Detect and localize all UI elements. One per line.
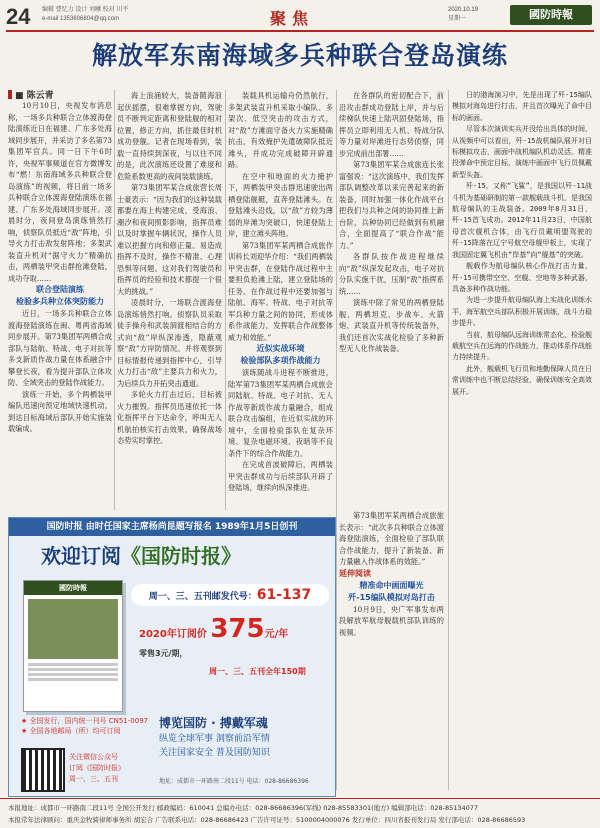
paragraph: 近日，一场多兵种联合立体渡海登陆演练在闽、粤两省海域同步展开。第73集团军两栖合成部队与陆航、特战、电子对抗等多支新质作战力量在体系融合中攀登长夜，看为提升部队立体攻防、全域突击的登陆作战能力。 xyxy=(8,309,112,387)
article-column-3 xyxy=(228,90,333,510)
qr-caption: 关注微信公众号 订阅《国防时报》 周一、三、五刊 xyxy=(69,753,125,783)
paragraph: 舰载作为航母编队核心作战打击力量，歼-15可携带空空、空舰、空地等多种武器，具备多种作战功能。 xyxy=(452,262,592,293)
paragraph: 尽管本次演训实兵并没给出具体的时间，从视频中可以看出，歼-15战机编队展开对目标模拟攻击，画面中战机编队机动灵活。精准投弹命中预定目标，演练中画面中飞行员佩戴新型头盔。 xyxy=(452,125,592,179)
postal-code-pill xyxy=(131,584,329,606)
paragraph: 当前，航母编队远海训练常态化，检验舰载航空兵在远海的作战能力，推动体系作战能力持续提升。 xyxy=(452,330,592,362)
author-name: 陈云青 xyxy=(26,91,54,101)
paragraph: 演练随战斗进程不断推进，陆军第73集团军某两栖合成旅会同陆航、特战、电子对抗、无人作战等新质作战力量融合，组成联合攻击编组，在近似实战的环境中，全面检验部队在复杂环境、复杂电磁环境、夜暗等不良条件下的综合作战能力。 xyxy=(228,368,333,458)
column-divider xyxy=(225,90,226,510)
paragraph: 多轮火力打击过后，目标被火力摧毁。指挥员迅速依托一体化指挥平台下达命令，呼叫无人机航拍核实打击效果，确保战场态势实时掌控。 xyxy=(117,390,222,445)
date-text: 2020.10.19 xyxy=(448,7,479,13)
ad-slogan: 博览国防 · 搏戴军魂 xyxy=(159,716,268,730)
retail-price: 零售3元/期， xyxy=(139,649,188,658)
editor-meta xyxy=(42,6,128,24)
pill-text: 周一、三、五刊邮发代号： xyxy=(148,592,257,602)
price-prefix: 2020年订阅价 xyxy=(139,629,207,640)
issue-count: 周一、三、五刊全年150期 xyxy=(209,667,306,676)
footer-line: 本报常年法律顾问：重庆金牧骑律师事务所 胡宏合 广告联系电话：028-86686423 广告许可证号：5100004000076 发行单位：四川省报刊发行局 发行部电话：028-86686593 xyxy=(8,816,526,824)
price-block xyxy=(139,614,288,644)
paragraph: 10月9日，央广军事发布两段解放军航母舰载机部队训练的视频。 xyxy=(339,604,444,637)
ad-paper-name: 《国防时报》 xyxy=(121,544,241,568)
byline-marker xyxy=(8,90,12,99)
paragraph: 日的渤海演习中，先是出现了歼-15编队模拟对海岛进行打击，并且首次曝光了命中目标的画面。 xyxy=(452,91,592,122)
masthead-logo: 國防時報 xyxy=(510,5,592,25)
paragraph: 第73集团军某合成旅营长周士豪表示：“因为我们的这种装载都要在海上构建完成，受海浪、潮汐和夜间照影影响，指挥员难以及时掌握车辆状况，操作人员难以把握方向和修正量。易造成指挥不及时，操作不精准、心理恐惧等问题。这对我们驾驶员和指挥员的经验和技术都提一个很大的挑战。” xyxy=(117,183,222,296)
footer-line: 本报地址：成都市一环路南二段11号 全国公开发行 邮政编码：610041 总编办电话：028-86686396(军线) 028-85583301(地方) 编辑部电话：028-85134077 xyxy=(8,804,479,812)
paragraph: 各群队按作战进程继续向“敌”纵深发起攻击，电子对抗分队实施干扰，压制“敌”指挥系统…… xyxy=(339,252,444,296)
headline: 解放军东南海域多兵种联合登岛演练 xyxy=(91,41,508,70)
paragraph: 歼-15，又称“飞鲨”，是我国以歼-11战斗机为基础研制的第一款舰载战斗机，是我国航母编队的主战装备。2009年8月31日，歼-15首飞成功。2012年11月23日，中国航母首次舰机合体，由飞行员戴明盟驾驶的歼-15降落在辽宁号航空母舰甲板上，实现了我国固定翼飞机由“岸基”向“舰基”的突破。 xyxy=(452,182,592,259)
column-divider xyxy=(114,90,115,510)
subheading: 近似实战环境 检验部队多项作战能力 xyxy=(240,344,321,365)
thumbnail-line xyxy=(28,678,118,681)
header-rule xyxy=(6,30,594,32)
ad-headline-prefix: 欢迎订阅 xyxy=(41,544,121,568)
paragraph: 在各群队的密切配合下，前沿攻击群成功登陆上岸，并与后续梯队快速上陆巩固登陆场，指挥员立即利用无人机、特战分队等力量对岸滩进行态势侦察，同步完成前出部署…… xyxy=(339,91,444,158)
postal-code: 61-137 xyxy=(256,587,312,603)
ad-verse: 纵览全球军事 洞察前沿军情 关注国家安全 普及国防知识 xyxy=(159,734,270,758)
article-column-1 xyxy=(8,100,112,510)
paragraph: 在空中和地面的火力掩护下，两栖装甲突击群迅速驶出两栖登陆舰艇，直奔登陆滩头。在登陆滩头沿线，以“敌”方较为薄弱的岸滩为突破口，快速登陆上岸，建立滩头阵地。 xyxy=(228,171,333,238)
paragraph: 演练中除了常见的两栖登陆舰、两栖坦克、步战车、火箭炮、武装直升机等传统装备外，我们还首次实战化检验了多种新型无人化作战装备。 xyxy=(339,298,444,353)
email-line: e-mail 1353606804@qq.com xyxy=(42,16,120,22)
paragraph: 第73集团军某两栖合成旅旅长表示：“此次多兵种联合立体渡海登陆演练，全面检验了部队联合作战能力，提升了新装备、新力量融入作战体系的效能。” xyxy=(339,511,444,566)
paragraph: 海上浪涌较大，装备随海浪起伏摇摆，很难掌握方向，驾驶员不断判定距离和登陆舰的相对位置，修正方向，抓住最佳时机成功登舰。记者在现场看到，装载一直持续到深夜，与以往不同的是，此次演练还设置了难度和危险系数更高的夜间装载演练。 xyxy=(117,91,222,181)
byline: ■ 陈云青 xyxy=(8,88,54,101)
distribution-info: ★ 全国发行，国内统一刊号 CN51-0097 ★ 全国各地邮局（所）均可订阅 xyxy=(21,717,149,735)
article-column-4 xyxy=(339,90,444,510)
paragraph: 凌晨时分，一场联合渡海登岛演练悄然打响。侦察队员采取徒手操舟和武装泅渡相结合的方式向“敌”岸纵深渗透，隐蔽观察“敌”方岸防情况。并将观察到目标情报传递到指挥中心，引导火力打击“敌”主要兵力和火力，为后续兵力开拓突击通道。 xyxy=(117,298,222,388)
article-column-2 xyxy=(117,90,222,510)
issue-date xyxy=(448,6,478,24)
ad-banner: 国防时报 由时任国家主席杨尚昆题写报名 1989年1月5日创刊 xyxy=(9,518,335,536)
related-title: 精准命中画面曝光 歼-15编队模拟对岛打击 xyxy=(348,580,435,602)
ad-contact: 地址：成都市一环路南二段11号 电话：028-86686396 xyxy=(159,778,309,785)
paragraph: 10月10日，央视发布消息称，一场多兵种联合立体渡海登陆演练近日在福建、广东多处海域同步展开，并采访了多名第73集团军官兵。同一日下午6时许，央视军事频道在官方微博发布“燃！东南海域多兵种联合登岛演练”的视频，将日前一场多兵种联合立体渡海登陆演练在福建、广东多处海域同步展开。凌晨时分，夜间登岛演练悄然打响，侦察队员抵近“敌”阵地，引导火力打击敌发射阵地；多架武装直升机对“据守火力”精确抗击，两栖装甲突击群抢滩登陆，成功夺取…… xyxy=(8,101,112,283)
paragraph: 为进一步提升航母编队海上实战化训练水平，海军航空兵部队积极开展训练，战斗力稳步提升。 xyxy=(452,296,592,328)
page-footer xyxy=(0,798,600,828)
paragraph: 此外，舰载机飞行员和地勤保障人员在日常训练中也不断总结经验，确保训练安全高效展开。 xyxy=(452,364,592,396)
thumbnail-masthead: 國防時報 xyxy=(24,581,122,595)
price-amount: 375 xyxy=(210,614,265,644)
newspaper-thumbnail xyxy=(23,580,123,712)
editor-line: 编辑 曹忆力 设计 刘曦 校对 川平 xyxy=(42,7,129,13)
paragraph: 演练一开始，多个两栖装甲编队迅速向预定地域快速机动，到达目标海域后部队开始实施装载编成。 xyxy=(8,389,112,433)
ad-headline xyxy=(41,540,241,569)
thumbnail-line xyxy=(28,663,118,666)
paragraph: 装载具机运输舟仍然航行，多架武装直升机采取小编队、多架次、低空突击的攻击方式，对“敌”方滩面守备火力实施精确抗击，有效掩护先遣破障队抵近滩头，并成功完成破障开辟通路。 xyxy=(228,91,333,169)
thumbnail-line xyxy=(28,668,118,671)
subheading: 联合登陆演练 检验多兵种立体突防能力 xyxy=(16,285,104,306)
related-label: 延伸阅读 xyxy=(339,568,371,578)
column-divider xyxy=(448,90,449,790)
page-number: 24 xyxy=(6,4,31,29)
weekday-text: 星期一 xyxy=(448,16,467,22)
thumbnail-line xyxy=(28,673,118,676)
paragraph: 在完成首波破障后，两栖装甲突击群成功与后续部队开辟了登陆场，继续向纵深推进。 xyxy=(228,460,333,492)
section-title: 聚焦 xyxy=(270,9,315,28)
qr-code-icon xyxy=(21,748,65,792)
column-divider xyxy=(336,90,337,790)
article-column-4-lower xyxy=(339,510,444,790)
right-column xyxy=(452,90,592,810)
thumbnail-photo xyxy=(28,599,118,659)
paragraph: 第73集团军某两栖合成旅作训科长刘迎华介绍：“我们两栖装甲突击群，在登陆作战过程中主要担负抢滩上陆，建立登陆场的任务。在作战过程中还要加强与陆航、海军、特战、电子对抗等军兵种力量之间的协同，形成体系作战能力，发挥联合作战整体威力和效能。” xyxy=(228,240,333,342)
paragraph: 第73集团军某合成旅连长张富强说：“这次演练中，我们发挥部队调整改革以来完善起来的新装备，同时加强一体化作战平台把我们与兵种之间的协同推上新台阶，兵种协同已经做到有机融合，全面提高了“联合作战”能力。” xyxy=(339,160,444,250)
subscription-ad xyxy=(8,517,336,797)
price-unit: 元/年 xyxy=(264,629,289,640)
